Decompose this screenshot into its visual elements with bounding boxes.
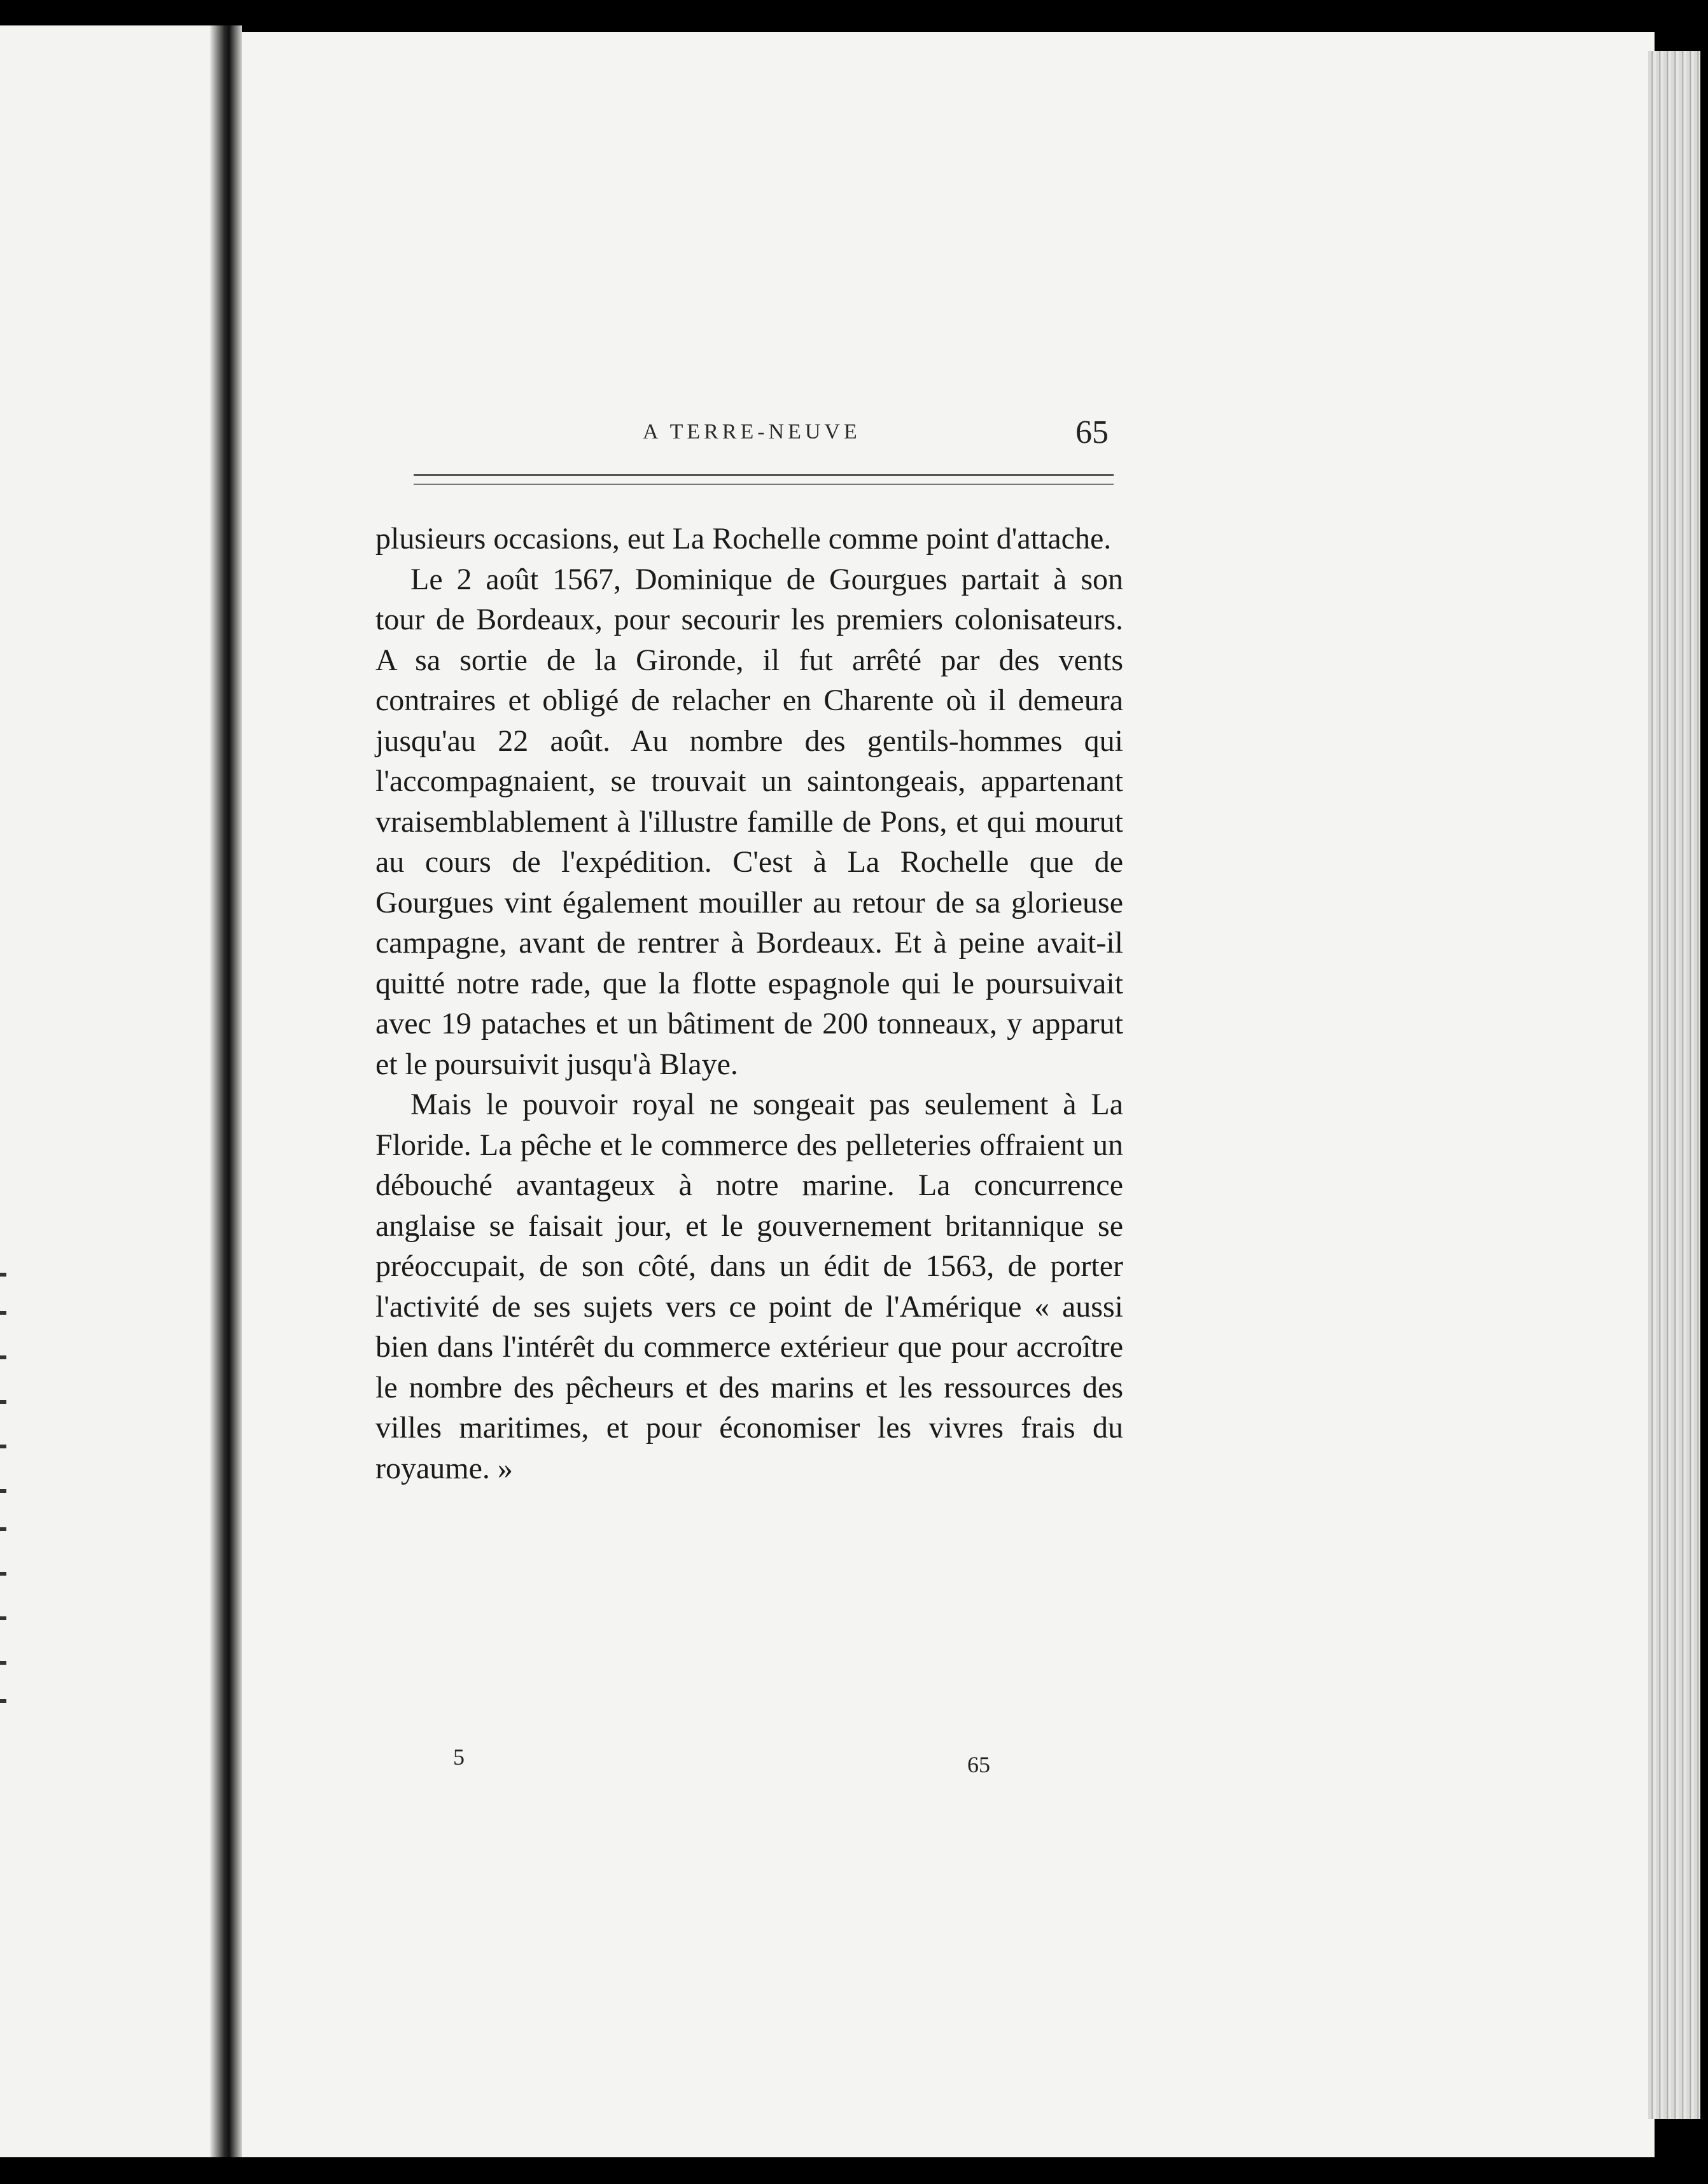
margin-marks bbox=[0, 1273, 9, 1718]
previous-page-edge bbox=[0, 25, 229, 2157]
footer-page-number: 65 bbox=[967, 1752, 990, 1777]
page-number: 65 bbox=[1075, 414, 1109, 451]
header-rule-thin bbox=[414, 484, 1114, 485]
header-rule bbox=[414, 474, 1114, 476]
signature-mark: 5 bbox=[453, 1744, 465, 1770]
paragraph-1: plusieurs occasions, eut La Rochelle comme point d'attache. bbox=[375, 522, 1112, 556]
running-title: A TERRE-NEUVE bbox=[643, 420, 861, 444]
paragraph-2: Le 2 août 1567, Dominique de Gourgues partait à son tour de Bordeaux, pour secourir les premiers colonisateurs. A sa sortie de la Gironde, il fut arrêté par des vents contraires et obligé de relacher en Charente où il demeura jusqu'au 22 août. Au nombre des gentils-hommes qui l'accompagnaient, se trouvait un saintongeais, appartenant vraisemblablement à l'illustre famille de Pons, et qui mourut au cours de l'expédition. C'est à La Rochelle que de Gourgues vint également mouiller au retour de sa glorieuse campagne, avant de rentrer à Bordeaux. Et à peine avait-il quitté notre rade, que la flotte espagnole qui le poursuivait avec 19 pataches et un bâtiment de 200 tonneaux, y apparut et le poursuivit jusqu'à Blaye. bbox=[375, 562, 1123, 1081]
stacked-page-edges bbox=[1648, 51, 1700, 2119]
paragraph-3: Mais le pouvoir royal ne songeait pas seulement à La Floride. La pêche et le commerce des pelleteries offraient un débouché avantageux à notre marine. La concurrence anglaise se faisait jour, et le gouvernement britannique se préoccupait, de son côté, dans un édit de 1563, de porter l'activité de ses sujets vers ce point de l'Amérique « aussi bien dans l'intérêt du commerce extérieur que pour accroître le nombre des pêcheurs et des marins et les ressources des villes maritimes, et pour économiser les vivres frais du royaume. » bbox=[375, 1088, 1123, 1485]
book-gutter bbox=[210, 25, 242, 2157]
body-text bbox=[375, 519, 1123, 1488]
